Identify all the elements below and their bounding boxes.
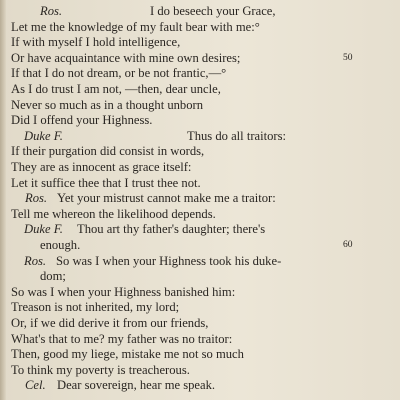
line-text: Or, if we did derive it from our friends, <box>11 316 209 330</box>
speaker-name: Ros. <box>40 4 63 18</box>
speaker-name: Duke F. <box>24 128 63 143</box>
verse-line <box>0 144 400 160</box>
verse-line <box>0 269 400 285</box>
verse-line <box>0 51 400 67</box>
line-text: What's that to me? my father was no traitor: <box>11 331 233 346</box>
line-text: I do beseech your Grace, <box>150 4 276 18</box>
verse-line <box>0 35 400 51</box>
speaker-name: Ros. <box>25 191 48 206</box>
line-text: dom; <box>40 269 66 284</box>
verse-line <box>0 82 400 98</box>
verse-line <box>0 98 400 114</box>
verse-line <box>0 222 400 238</box>
verse-line <box>0 20 400 36</box>
line-text: Or have acquaintance with mine own desires; <box>11 50 241 65</box>
verse-line <box>0 191 400 207</box>
verse-line <box>0 4 400 20</box>
verse-line <box>0 285 400 301</box>
verse-line <box>0 66 400 82</box>
line-text: Treason is not inherited, my lord; <box>11 300 180 315</box>
verse-line <box>0 300 400 316</box>
line-text: Thou art thy father's daughter; there's <box>77 222 266 237</box>
speaker-name: Cel. <box>25 378 46 393</box>
verse-line <box>0 254 400 270</box>
line-text: Then, good my liege, mistake me not so much <box>11 347 244 362</box>
verse-line <box>0 378 400 394</box>
line-text: If with myself I hold intelligence, <box>11 35 181 50</box>
line-text: Never so much as in a thought unborn <box>11 97 204 112</box>
line-number: 50 <box>343 52 353 63</box>
line-text: If that I do not dream, or be not frantic,—° <box>11 66 227 81</box>
line-text: Yet your mistrust cannot make me a traitor: <box>57 191 276 206</box>
line-text: So was I when your Highness took his duke- <box>56 253 282 268</box>
line-text: Tell me whereon the likelihood depends. <box>11 206 216 221</box>
line-text: If their purgation did consist in words, <box>11 144 205 159</box>
verse-line <box>0 316 400 332</box>
verse-line <box>0 332 400 348</box>
line-text: Let me the knowledge of my fault bear with me:° <box>11 19 260 34</box>
speaker-name: Ros. <box>24 253 47 268</box>
verse-line <box>0 160 400 176</box>
verse-line <box>0 176 400 192</box>
verse-line <box>0 113 400 129</box>
verse-line <box>0 207 400 223</box>
line-text: Let it suffice thee that I trust thee not. <box>11 175 201 190</box>
line-text: Dear sovereign, hear me speak. <box>57 378 216 393</box>
verse-line <box>0 347 400 363</box>
line-number: 60 <box>343 240 353 250</box>
verse-line <box>0 129 400 145</box>
line-text: Did I offend your Highness. <box>11 113 153 128</box>
verse-line <box>0 363 400 379</box>
line-text: Thus do all traitors: <box>187 128 286 143</box>
verse-line <box>0 238 400 254</box>
line-text: To think my poverty is treacherous. <box>11 362 190 377</box>
line-text: As I do trust I am not, —then, dear uncle, <box>11 82 221 96</box>
speaker-name: Duke F. <box>24 222 63 237</box>
line-text: enough. <box>40 238 81 252</box>
line-text: They are as innocent as grace itself: <box>11 160 192 174</box>
line-text: So was I when your Highness banished him: <box>11 284 236 299</box>
